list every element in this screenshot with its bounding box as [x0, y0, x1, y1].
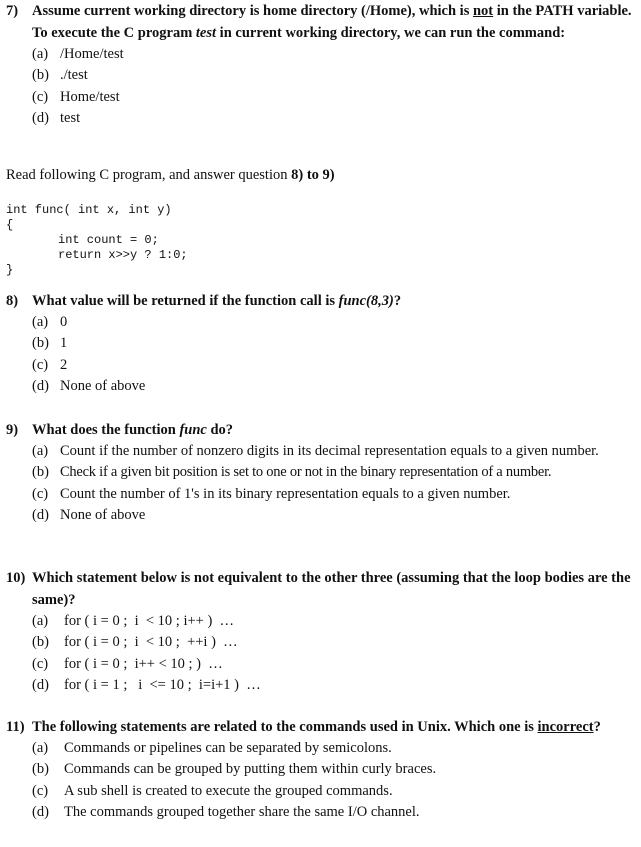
option-b: (b) Check if a given bit position is set to one or not in the binary representation of a number. — [32, 464, 552, 481]
option-a: (a) Commands or pipelines can be separated by semicolons. — [32, 740, 392, 756]
options-list — [6, 738, 637, 823]
option-a: (a) 0 — [32, 314, 68, 330]
option-c: (c) for ( i = 0 ; i++ < 10 ; ) … — [32, 655, 223, 672]
question-text: Which statement below is not equivalent to the other three (assuming that the loop bodies are the same)? — [32, 570, 631, 608]
question-10-header — [6, 567, 637, 611]
option-c: (c) Count the number of 1's in its binary representation equals to a given number. — [32, 485, 511, 502]
option-b: (b) for ( i = 0 ; i < 10 ; ++i ) … — [32, 634, 238, 651]
option-c: (c) 2 — [32, 356, 68, 373]
question-range: 8) to 9) — [291, 167, 335, 183]
code-block — [6, 203, 188, 278]
option-b: (b) Commands can be grouped by putting them within curly braces. — [32, 761, 437, 778]
question-text: Assume current working directory is home directory (/Home), which is not in the PATH variable. To execute the C program test in current working directory, we can run the command: — [32, 3, 632, 41]
question-9 — [6, 419, 637, 526]
code-line: return x>>y ? 1:0; — [58, 248, 188, 262]
option-d: (d) None of above — [32, 506, 146, 523]
option-b: (b) ./test — [32, 67, 88, 84]
option-a: (a) /Home/test — [32, 46, 124, 62]
question-8 — [6, 290, 637, 397]
emphasis-not: not — [472, 3, 494, 19]
emphasis-incorrect: incorrect — [537, 719, 594, 735]
program-name: test — [195, 25, 217, 41]
question-text: What value will be returned if the function call is func(8,3)? — [32, 293, 402, 309]
function-name: func — [179, 422, 207, 438]
options-list — [6, 44, 637, 129]
option-d: (d) for ( i = 1 ; i <= 10 ; i=i+1 ) … — [32, 676, 261, 693]
question-number: 7) — [6, 3, 19, 19]
question-11-header — [6, 716, 637, 738]
options-list — [6, 611, 637, 696]
question-7 — [6, 0, 637, 129]
question-number: 10) — [6, 570, 26, 586]
question-8-header — [6, 290, 637, 312]
option-d: (d) test — [32, 109, 81, 126]
question-10 — [6, 567, 637, 696]
code-line: int count = 0; — [58, 233, 159, 247]
option-d: (d) The commands grouped together share the same I/O channel. — [32, 803, 420, 820]
question-7-header — [6, 0, 637, 44]
question-text: The following statements are related to the commands used in Unix. Which one is incorrect? — [32, 719, 601, 735]
options-list — [6, 312, 637, 397]
question-11 — [6, 716, 637, 823]
code-line: int func( int x, int y) — [6, 203, 172, 217]
question-text: What does the function func do? — [32, 422, 234, 438]
program-intro: Read following C program, and answer question 8) to 9) — [6, 167, 335, 183]
code-line: { — [6, 218, 14, 232]
option-a: (a) Count if the number of nonzero digits in its decimal representation equals to a given number. — [32, 443, 599, 459]
code-line: } — [6, 263, 14, 277]
option-c: (c) Home/test — [32, 88, 120, 105]
question-number: 9) — [6, 422, 19, 438]
question-number: 8) — [6, 293, 19, 309]
question-number: 11) — [6, 719, 25, 735]
question-9-header — [6, 419, 637, 441]
option-b: (b) 1 — [32, 335, 68, 352]
option-d: (d) None of above — [32, 377, 146, 394]
option-a: (a) for ( i = 0 ; i < 10 ; i++ ) … — [32, 613, 235, 629]
function-call: func(8,3) — [338, 293, 394, 309]
option-c: (c) A sub shell is created to execute the grouped commands. — [32, 782, 393, 799]
options-list — [6, 441, 637, 526]
